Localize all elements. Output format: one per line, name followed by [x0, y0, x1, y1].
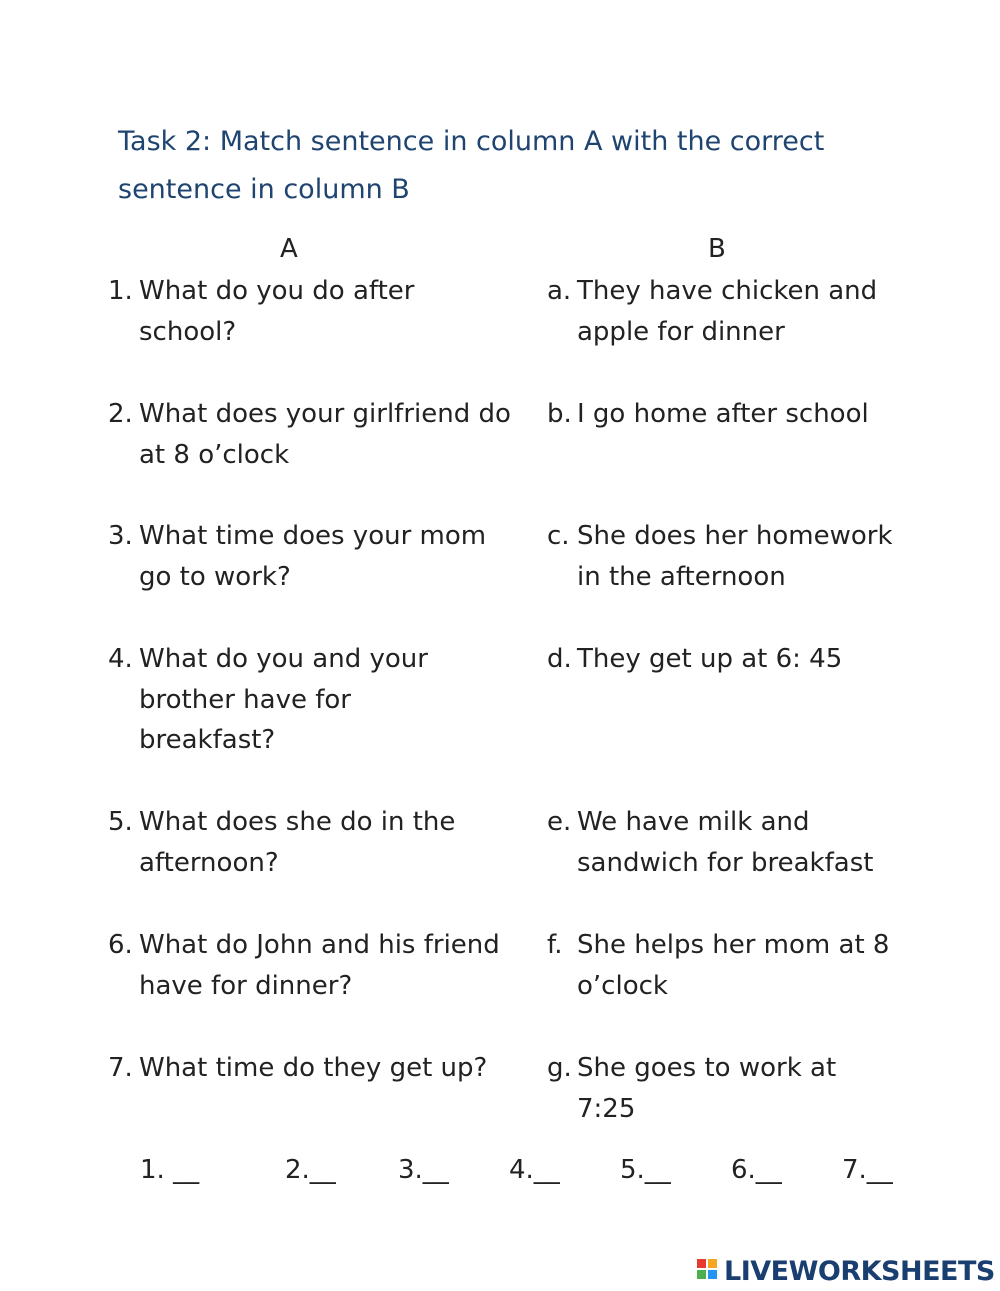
column-a-item-6: [108, 925, 513, 1006]
item-number: 1.: [108, 276, 133, 306]
column-a-item-3: [108, 516, 513, 597]
item-text: What does she do in the afternoon?: [139, 807, 456, 878]
item-number: 3.: [108, 521, 133, 551]
item-letter: a.: [547, 276, 572, 306]
item-letter: b.: [547, 399, 572, 429]
column-b-item-a: [547, 271, 917, 352]
column-b-item-c: [547, 516, 917, 597]
answer-blank-6[interactable]: 6.__: [731, 1155, 782, 1185]
item-text: We have milk and sandwich for breakfast: [577, 807, 874, 878]
item-letter: c.: [547, 521, 570, 551]
item-text: They have chicken and apple for dinner: [577, 276, 878, 347]
column-a-item-1: [108, 271, 513, 352]
logo-text: LIVEWORKSHEETS: [724, 1255, 995, 1287]
column-a-header: A: [280, 234, 298, 264]
answer-blank-5[interactable]: 5.__: [620, 1155, 671, 1185]
column-b-item-d: [547, 639, 917, 680]
answer-blank-3[interactable]: 3.__: [398, 1155, 449, 1185]
task-title: Task 2: Match sentence in column A with the correct sentence in column B: [118, 126, 825, 205]
item-number: 5.: [108, 807, 133, 837]
answer-blank-7[interactable]: 7.__: [842, 1155, 893, 1185]
column-b-item-b: [547, 394, 917, 435]
answer-row: [140, 1150, 920, 1190]
column-a-item-7: [108, 1048, 498, 1089]
item-text: What time does your mom go to work?: [139, 521, 487, 592]
item-number: 2.: [108, 399, 133, 429]
item-text: They get up at 6: 45: [577, 644, 843, 674]
column-b-item-e: [547, 802, 917, 883]
column-b-item-f: [547, 925, 907, 1006]
item-letter: f.: [547, 930, 563, 960]
answer-blank-2[interactable]: 2.__: [285, 1155, 336, 1185]
column-a-item-2: [108, 394, 513, 475]
item-number: 6.: [108, 930, 133, 960]
item-text: She does her homework in the afternoon: [577, 521, 893, 592]
column-b-header: B: [708, 234, 726, 264]
column-a-item-5: [108, 802, 513, 883]
logo-mark-icon: [697, 1259, 721, 1283]
answer-blank-1[interactable]: 1. __: [140, 1155, 200, 1185]
item-text: What do John and his friend have for dinner?: [139, 930, 500, 1001]
item-text: What time do they get up?: [139, 1053, 488, 1083]
item-text: She helps her mom at 8 o’clock: [577, 930, 890, 1001]
item-number: 4.: [108, 644, 133, 674]
item-letter: g.: [547, 1053, 572, 1083]
item-text: What does your girlfriend do at 8 o’clock: [139, 399, 511, 470]
item-letter: d.: [547, 644, 572, 674]
answer-blank-4[interactable]: 4.__: [509, 1155, 560, 1185]
liveworksheets-logo: [697, 1254, 995, 1288]
item-text: She goes to work at 7:25: [577, 1053, 837, 1124]
item-text: I go home after school: [577, 399, 869, 429]
item-number: 7.: [108, 1053, 133, 1083]
column-b-item-g: [547, 1048, 867, 1129]
item-text: What do you and your brother have for breakfast?: [139, 644, 428, 755]
column-a-item-4: [108, 639, 478, 761]
item-letter: e.: [547, 807, 572, 837]
item-text: What do you do after school?: [139, 276, 415, 347]
